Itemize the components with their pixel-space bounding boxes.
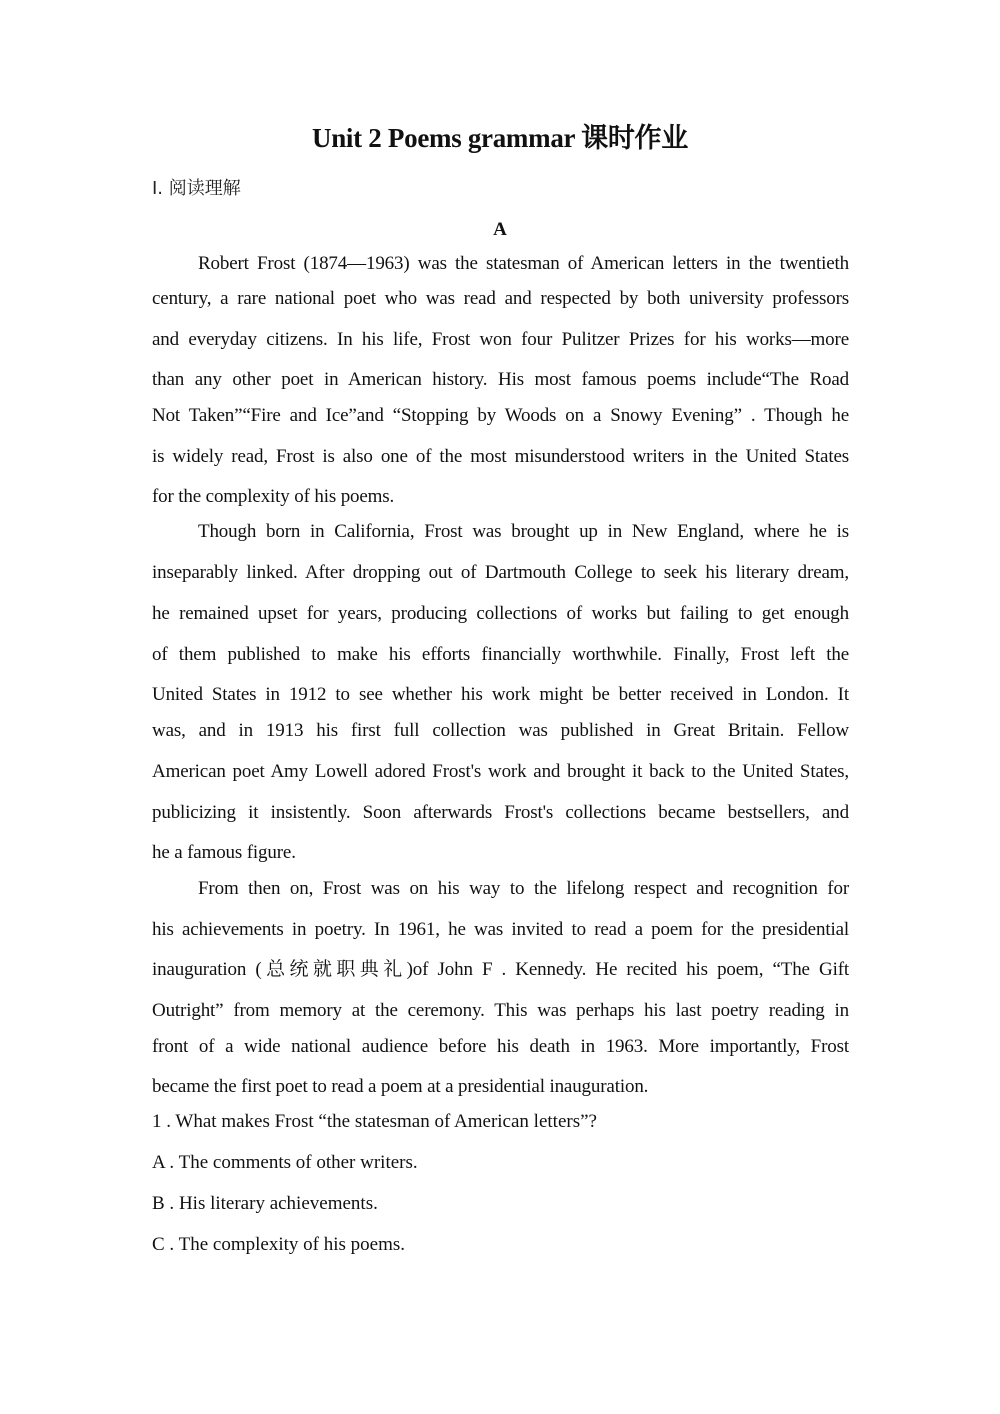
paragraph-line: is widely read, Frost is also one of the most misunderstood writers in the United States <box>152 446 849 467</box>
paragraph-line: of them published to make his efforts financially worthwhile. Finally, Frost left the <box>152 644 849 665</box>
section-heading-reading-comprehension: Ⅰ. 阅读理解 <box>152 178 241 199</box>
paragraph-line: for the complexity of his poems. <box>152 486 395 507</box>
paragraph-line: Outright” from memory at the ceremony. This was perhaps his last poetry reading in <box>152 1000 849 1021</box>
option-text: The comments of other writers. <box>178 1152 418 1173</box>
paragraph-line: than any other poet in American history. His most famous poems include“The Road <box>152 369 849 390</box>
option-b[interactable] <box>152 1190 378 1218</box>
paragraph-line: Not Taken”“Fire and Ice”and “Stopping by Woods on a Snowy Evening” . Though he <box>152 405 849 426</box>
paragraph-line: and everyday citizens. In his life, Frost won four Pulitzer Prizes for his works—more <box>152 329 849 350</box>
option-text: The complexity of his poems. <box>178 1234 405 1255</box>
option-letter: C . <box>152 1234 175 1255</box>
question-text: What makes Frost “the statesman of American letters”? <box>175 1111 597 1132</box>
question-1 <box>152 1108 597 1136</box>
paragraph-line: he remained upset for years, producing collections of works but failing to get enough <box>152 603 849 624</box>
option-letter: A . <box>152 1152 175 1173</box>
option-a[interactable] <box>152 1149 418 1177</box>
paragraph-line: became the first poet to read a poem at a presidential inauguration. <box>152 1076 649 1097</box>
paragraph-line: United States in 1912 to see whether his work might be better received in London. It <box>152 684 849 705</box>
option-c[interactable] <box>152 1231 405 1259</box>
paragraph-line: inseparably linked. After dropping out of Dartmouth College to seek his literary dream, <box>152 562 849 583</box>
paragraph-line: he a famous figure. <box>152 842 296 863</box>
page-title: Unit 2 Poems grammar 课时作业 <box>312 123 688 153</box>
paragraph-line: American poet Amy Lowell adored Frost's work and brought it back to the United States, <box>152 761 849 782</box>
question-number: 1 . <box>152 1111 171 1132</box>
passage-label: A <box>493 219 507 240</box>
paragraph-line: century, a rare national poet who was read and respected by both university professors <box>152 288 849 309</box>
paragraph-line: Though born in California, Frost was brought up in New England, where he is <box>198 521 849 542</box>
paragraph-line: publicizing it insistently. Soon afterwards Frost's collections became bestsellers, and <box>152 802 849 823</box>
paragraph-line: front of a wide national audience before his death in 1963. More importantly, Frost <box>152 1036 849 1057</box>
paragraph-line: From then on, Frost was on his way to the lifelong respect and recognition for <box>198 878 849 899</box>
option-letter: B . <box>152 1193 175 1214</box>
paragraph-line: was, and in 1913 his first full collection was published in Great Britain. Fellow <box>152 720 849 741</box>
paragraph-line: his achievements in poetry. In 1961, he was invited to read a poem for the presidential <box>152 919 849 940</box>
option-text: His literary achievements. <box>178 1193 378 1214</box>
paragraph-line: Robert Frost (1874—1963) was the statesman of American letters in the twentieth <box>198 253 849 274</box>
paragraph-line: inauguration (总统就职典礼)of John F . Kennedy. He recited his poem, “The Gift <box>152 959 849 980</box>
